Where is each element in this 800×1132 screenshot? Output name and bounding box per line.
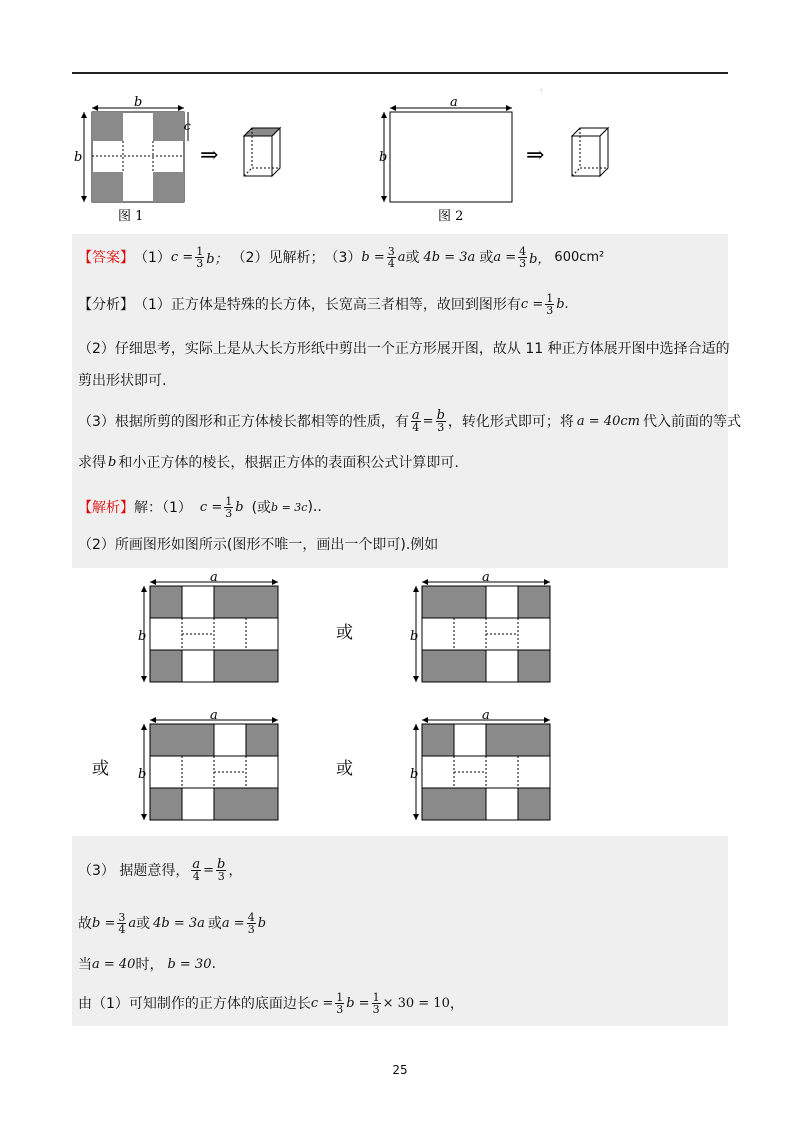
part3-line4-mid: b = xyxy=(346,995,370,1011)
answer-frac3c xyxy=(518,246,527,269)
fig1-label-c: c xyxy=(184,119,191,133)
layout-fig-a xyxy=(138,570,278,682)
analysis-line2 xyxy=(78,336,730,360)
layout-fig-d xyxy=(410,708,550,820)
part3-line4-num2: 1 xyxy=(372,990,380,1004)
answer-p2: （2）见解析； xyxy=(231,250,325,266)
page-number: 25 xyxy=(392,1063,408,1077)
answer-eq3c-tail: b， xyxy=(529,251,551,267)
solution-line2 xyxy=(78,532,438,556)
answer-eq3b: 4b = 3a xyxy=(423,249,476,265)
solution-frac xyxy=(224,496,233,519)
analysis-line4-c: 代入前面的等式 xyxy=(642,414,741,430)
answer-or2: 或 xyxy=(479,250,494,266)
analysis-line1-tail: b. xyxy=(556,296,569,312)
solution-paren-open: (或 xyxy=(251,500,272,516)
layout-or-2: 或 xyxy=(92,759,109,779)
layout-or-1: 或 xyxy=(336,623,353,643)
answer-p1: （1） xyxy=(134,250,171,266)
part3-line1-a: （3） 据题意得， xyxy=(78,863,190,879)
answer-eq3c-lhs: a = xyxy=(493,249,517,265)
answer-tag: 【答案】 xyxy=(78,250,134,266)
part3-line4-tail: × 30 = 10 xyxy=(382,995,450,1011)
part3-line2-or1: 或 xyxy=(136,916,151,932)
analysis-tag: 【分析】 xyxy=(78,297,134,313)
fig2-label-b: b xyxy=(379,150,388,165)
solution-frac-num: 1 xyxy=(225,494,233,508)
answer-eq3a-lhs: b = xyxy=(361,249,385,265)
part3-line1-eq: = xyxy=(203,862,215,878)
part3-line1-tail: ， xyxy=(228,863,243,879)
part3-line3-m1: a = 40 xyxy=(92,956,136,972)
part3-line3-a: 当 xyxy=(78,957,92,973)
answer-frac3c-num: 4 xyxy=(519,244,527,258)
solution-intro: 解：（1） xyxy=(134,500,192,516)
solution-tag: 【解析】 xyxy=(78,500,134,516)
fig1-label-b: b xyxy=(134,96,143,110)
answer-p3: （3） xyxy=(324,250,362,266)
analysis-line4 xyxy=(78,404,741,438)
answer-area: 600cm² xyxy=(554,249,605,265)
answer-frac3c-den: 3 xyxy=(519,256,527,270)
layout-a-label-b: b xyxy=(138,629,147,644)
analysis-line3-text: 剪出形状即可. xyxy=(78,373,167,389)
analysis-line1 xyxy=(78,290,569,318)
analysis-line4-f2-den: 3 xyxy=(437,420,445,434)
part3-line1-f2-den: 3 xyxy=(217,869,225,883)
part3-line4-den2: 3 xyxy=(372,1002,380,1016)
analysis-line5 xyxy=(78,450,459,474)
answer-frac3a-num: 3 xyxy=(387,244,395,258)
layout-figures xyxy=(72,568,582,836)
part3-line2-lhs2: a = xyxy=(221,915,245,931)
answer-or1: 或 xyxy=(405,250,420,266)
part3-line2 xyxy=(78,906,266,940)
answer-eq1-lhs: c = xyxy=(170,249,194,265)
answer-frac1-num: 1 xyxy=(196,244,204,258)
top-figures xyxy=(72,96,632,226)
analysis-line5-a: 求得 xyxy=(78,455,106,471)
analysis-line5-c: 和小正方体的棱长，根据正方体的表面积公式计算即可. xyxy=(118,455,459,471)
part3-line3 xyxy=(78,952,216,976)
stray-dot: · xyxy=(540,86,543,96)
part3-line4 xyxy=(78,986,464,1020)
part3-line2-a: 故 xyxy=(78,916,92,932)
answer-frac3a xyxy=(387,246,396,269)
layout-b-label-b: b xyxy=(410,629,419,644)
answer-eq3a-tail: a xyxy=(397,249,406,265)
part3-line1-f2-num: b xyxy=(217,856,226,872)
part3-line2-tail2: b xyxy=(257,915,267,931)
fig1-arrow: ⇒ xyxy=(200,143,219,168)
part3-line2-frac2 xyxy=(247,912,256,935)
figure-2 xyxy=(379,96,608,224)
part3-line2-tail: a xyxy=(128,915,137,931)
solution-line1 xyxy=(78,492,322,522)
layout-a-label-a: a xyxy=(210,570,218,585)
analysis-line1-text: （1）正方体是特殊的长方体，长宽高三者相等，故回到图形有 xyxy=(134,297,521,313)
layout-or-3: 或 xyxy=(336,759,353,779)
header-rule xyxy=(72,72,728,74)
layout-figures-svg xyxy=(72,568,582,836)
answer-frac3a-den: 4 xyxy=(387,256,395,270)
part3-line3-c: . xyxy=(211,956,216,972)
part3-line4-a: 由（1）可知制作的正方体的底面边长 xyxy=(78,996,311,1012)
analysis-line1-den: 3 xyxy=(546,303,554,317)
solution-eq1-lhs: c = xyxy=(199,499,223,515)
fig1-label-b-side: b xyxy=(74,150,83,165)
part3-line4-frac1 xyxy=(335,992,344,1015)
part3-line3-b: 时， xyxy=(135,957,164,973)
analysis-line4-frac2 xyxy=(436,407,446,434)
solution-frac-den: 3 xyxy=(225,506,233,520)
part3-line4-lhs: c = xyxy=(310,995,334,1011)
part3-line4-frac2 xyxy=(372,992,381,1015)
solution-eq1-tail: b xyxy=(235,499,244,515)
part3-line2-num2: 4 xyxy=(247,910,255,924)
solution-paren-eq: b = 3c xyxy=(271,500,308,514)
solution-paren-close: ).. xyxy=(307,499,322,515)
part3-line1 xyxy=(78,852,242,888)
analysis-line5-var: b xyxy=(108,454,117,470)
part3-line3-m2: b = 30 xyxy=(167,956,212,972)
part3-line2-num: 3 xyxy=(118,910,126,924)
analysis-line1-frac xyxy=(545,293,554,316)
analysis-line4-f1-den: 4 xyxy=(412,420,420,434)
analysis-line4-eq: = xyxy=(422,413,434,429)
analysis-line4-f1-num: a xyxy=(411,407,420,423)
fig2-arrow: ⇒ xyxy=(526,143,545,168)
cube-1 xyxy=(244,128,280,176)
layout-c-label-b: b xyxy=(138,767,147,782)
part3-line2-den2: 3 xyxy=(247,922,255,936)
cube-2 xyxy=(572,128,608,176)
analysis-line4-math: a = 40cm xyxy=(576,413,640,429)
part3-line4-end: ， xyxy=(449,996,464,1012)
layout-fig-b xyxy=(410,570,550,682)
answer-eq1-tail: b； xyxy=(206,251,228,267)
analysis-line4-a: （3）根据所剪的图形和正方体棱长都相等的性质，有 xyxy=(78,414,409,430)
layout-fig-c xyxy=(138,708,278,820)
layout-c-label-a: a xyxy=(210,708,218,723)
part3-line2-or2: 或 xyxy=(207,916,222,932)
analysis-line1-num: 1 xyxy=(546,291,554,305)
solution-part2: （2）所画图形如图所示(图形不唯一，画出一个即可).例如 xyxy=(78,537,439,553)
part3-line1-f1-den: 4 xyxy=(192,869,200,883)
analysis-line1-lhs: c = xyxy=(520,296,544,312)
fig2-caption: 图 2 xyxy=(438,209,464,224)
part3-line1-frac2 xyxy=(216,856,226,883)
answer-frac1-den: 3 xyxy=(196,256,204,270)
analysis-line2-text: （2）仔细思考，实际上是从大长方形纸中剪出一个正方形展开图，故从 11 种正方体展开图中选择合适的 xyxy=(78,341,730,357)
part3-line2-mid: 4b = 3a xyxy=(153,915,205,931)
layout-d-label-a: a xyxy=(482,708,490,723)
part3-line4-den: 3 xyxy=(336,1002,344,1016)
analysis-line3 xyxy=(78,368,166,392)
answer-line xyxy=(78,243,604,271)
analysis-line4-f2-num: b xyxy=(436,407,445,423)
layout-b-label-a: a xyxy=(482,570,490,585)
fig1-caption: 图 1 xyxy=(118,209,144,224)
part3-line4-num: 1 xyxy=(336,990,344,1004)
layout-d-label-b: b xyxy=(410,767,419,782)
part3-line1-f1-num: a xyxy=(192,856,201,872)
answer-frac1 xyxy=(195,246,204,269)
part3-line2-frac1 xyxy=(117,912,126,935)
part3-line2-den: 4 xyxy=(118,922,126,936)
figure-1 xyxy=(74,96,280,224)
analysis-line4-frac1 xyxy=(411,407,421,434)
fig2-label-a: a xyxy=(450,96,458,110)
part3-line1-frac1 xyxy=(191,856,201,883)
part3-line2-lhs: b = xyxy=(92,915,116,931)
analysis-line4-b: ，转化形式即可；将 xyxy=(447,414,574,430)
